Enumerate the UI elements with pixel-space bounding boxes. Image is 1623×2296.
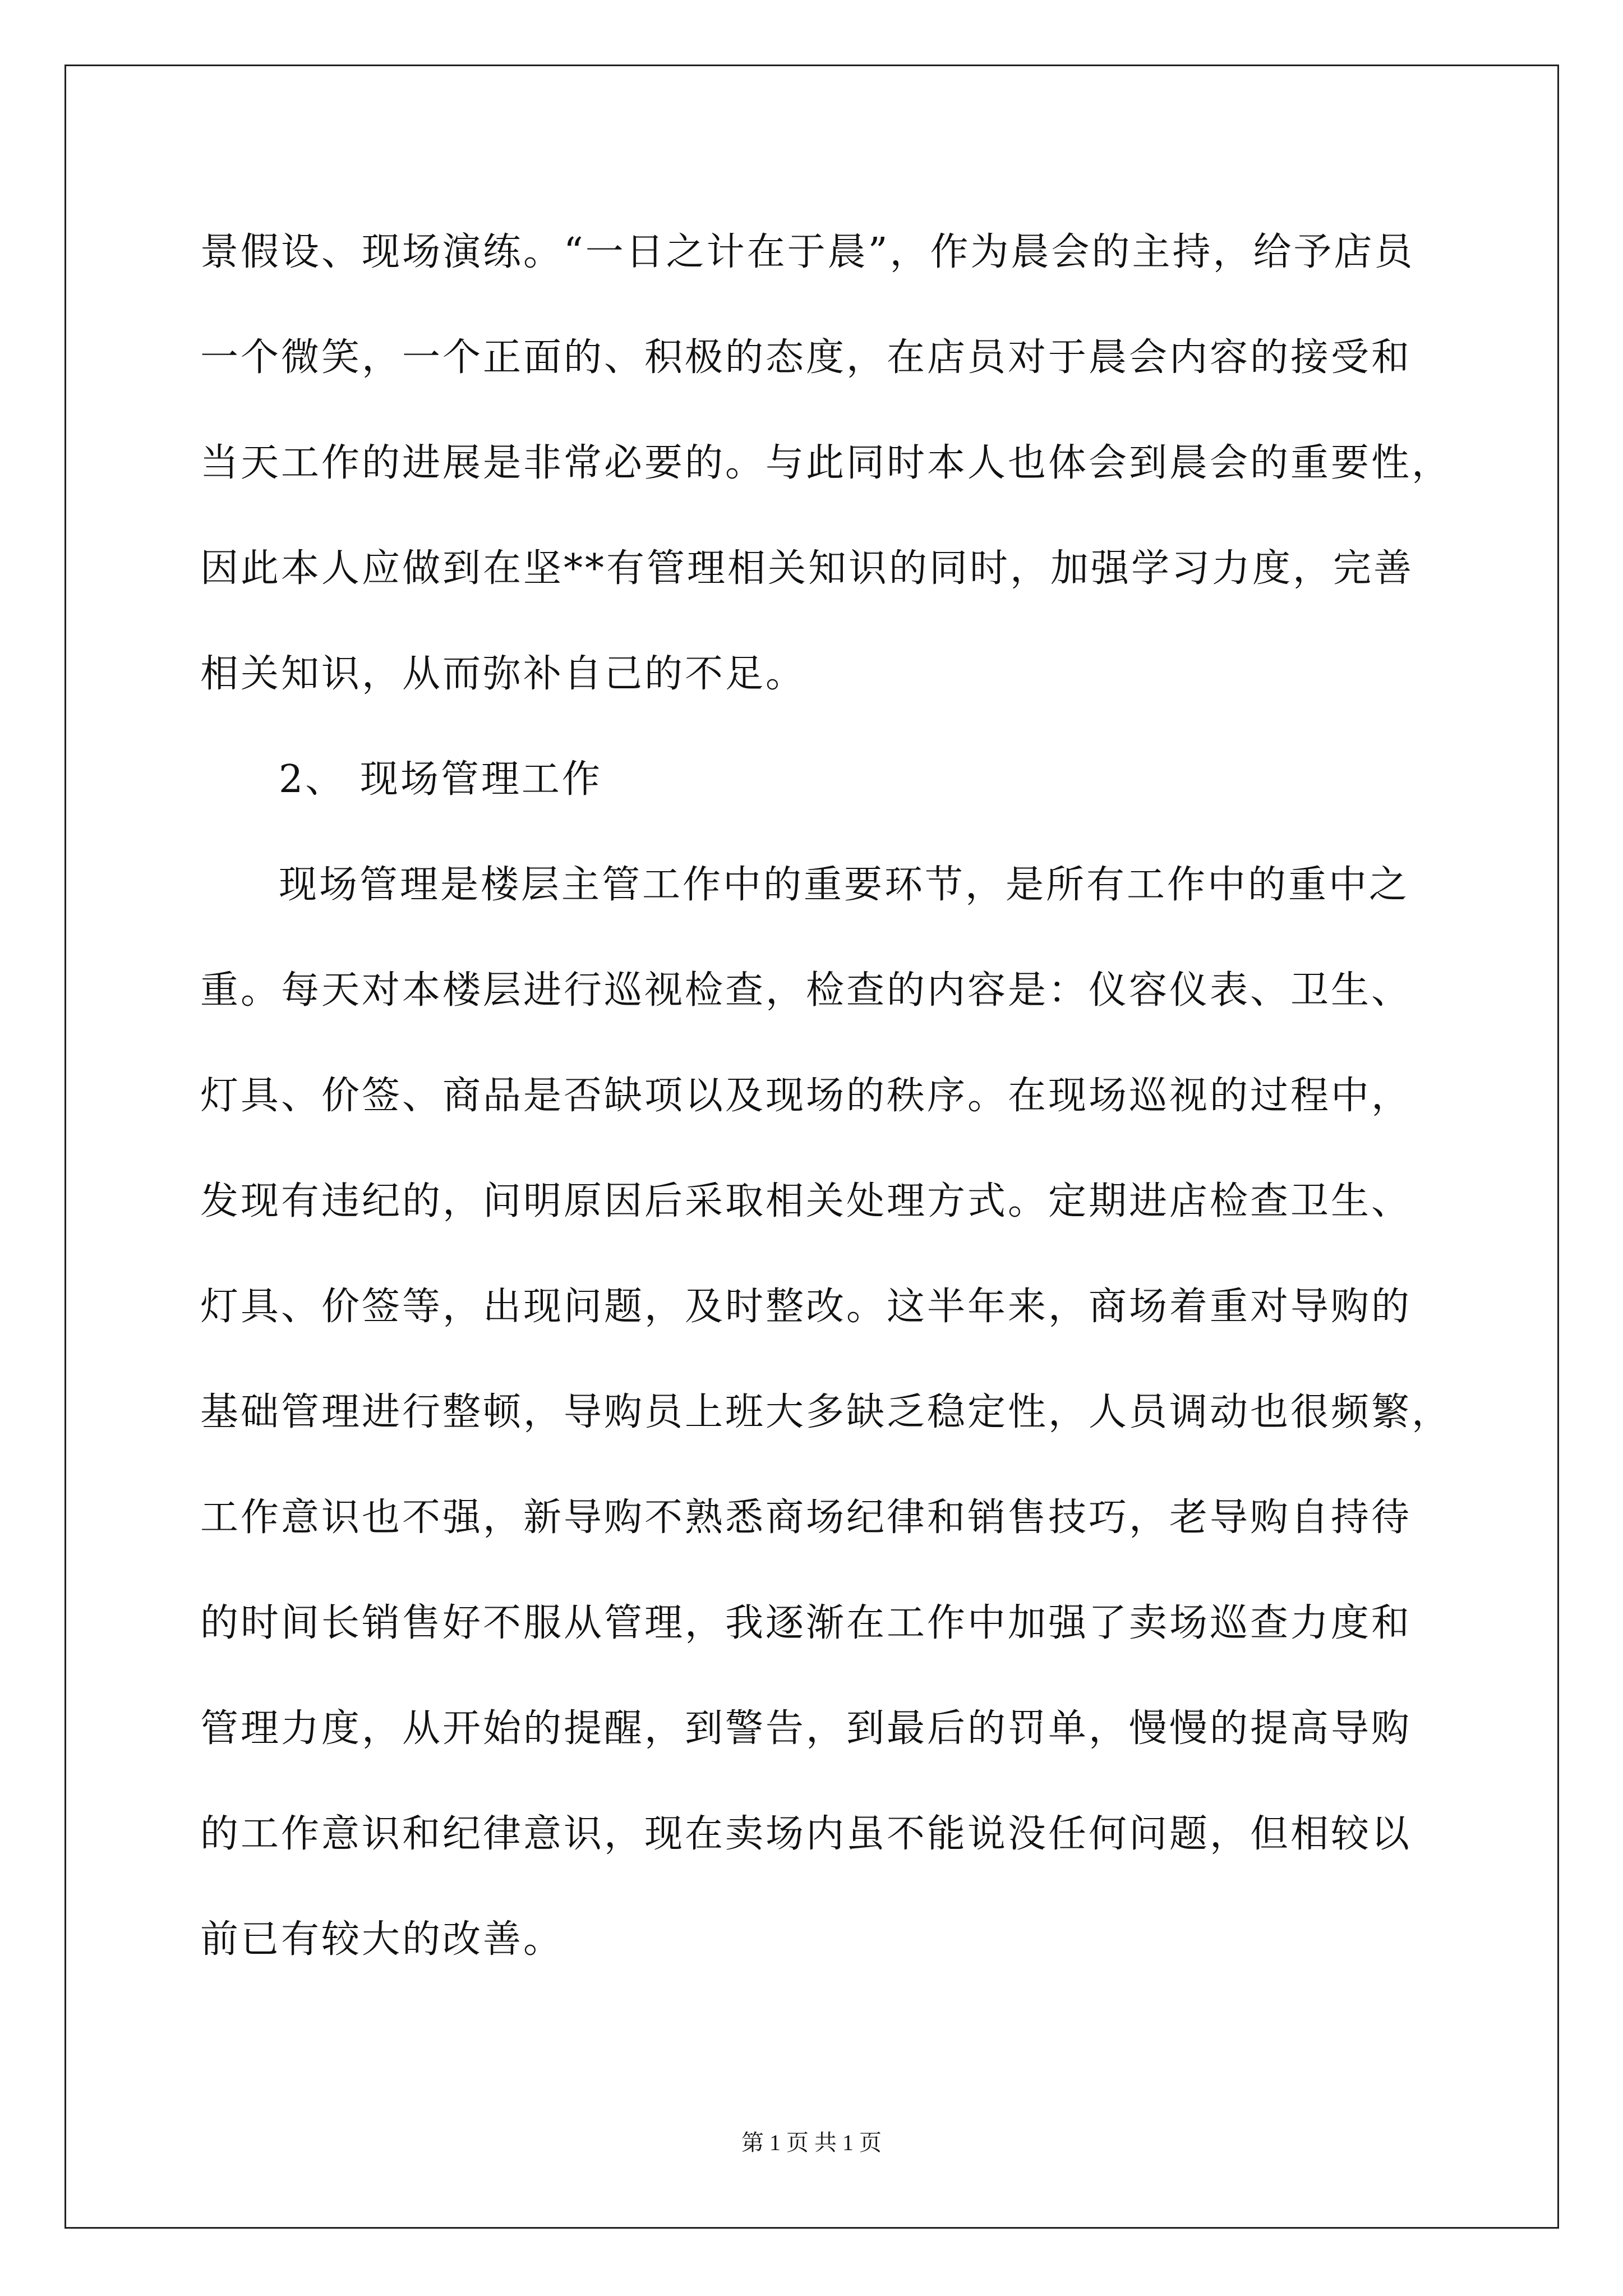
- page-footer: 第 1 页 共 1 页: [741, 2130, 882, 2155]
- paragraph-line: 工作意识也不强，新导购不熟悉商场纪律和销售技巧，老导购自持待: [200, 1496, 1412, 1540]
- paragraph-line: 发现有违纪的，问明原因后采取相关处理方式。定期进店检查卫生、: [200, 1179, 1412, 1223]
- paragraph-line: 管理力度，从开始的提醒，到警告，到最后的罚单，慢慢的提高导购: [200, 1706, 1412, 1751]
- paragraph-line: 灯具、价签等，出现问题，及时整改。这半年来，商场着重对导购的: [200, 1285, 1412, 1329]
- paragraph-line: 基础管理进行整顿，导购员上班大多缺乏稳定性，人员调动也很频繁，: [200, 1390, 1453, 1434]
- paragraph-line: 灯具、价签、商品是否缺项以及现场的秩序。在现场巡视的过程中，: [200, 1074, 1412, 1118]
- paragraph-line: 景假设、现场演练。“一日之计在于晨”，作为晨会的主持，给予店员: [200, 230, 1415, 274]
- paragraph-line: 的时间长销售好不服从管理，我逐渐在工作中加强了卖场巡查力度和: [200, 1601, 1412, 1645]
- paragraph-line: 因此本人应做到在坚**有管理相关知识的同时，加强学习力度，完善: [200, 546, 1414, 591]
- paragraph-line: 的工作意识和纪律意识，现在卖场内虽不能说没任何问题，但相较以: [200, 1812, 1412, 1856]
- section-heading: 2、 现场管理工作: [279, 757, 602, 802]
- paragraph-line: 相关知识，从而弥补自己的不足。: [200, 652, 806, 696]
- paragraph-line: 前已有较大的改善。: [200, 1917, 564, 1962]
- paragraph-line: 重。每天对本楼层进行巡视检查，检查的内容是：仪容仪表、卫生、: [200, 968, 1412, 1013]
- paragraph-line: 一个微笑，一个正面的、积极的态度，在店员对于晨会内容的接受和: [200, 335, 1412, 380]
- paragraph-line: 现场管理是楼层主管工作中的重要环节，是所有工作中的重中之: [279, 863, 1410, 907]
- paragraph-line: 当天工作的进展是非常必要的。与此同时本人也体会到晨会的重要性，: [200, 441, 1453, 485]
- page-border: [64, 65, 1559, 2229]
